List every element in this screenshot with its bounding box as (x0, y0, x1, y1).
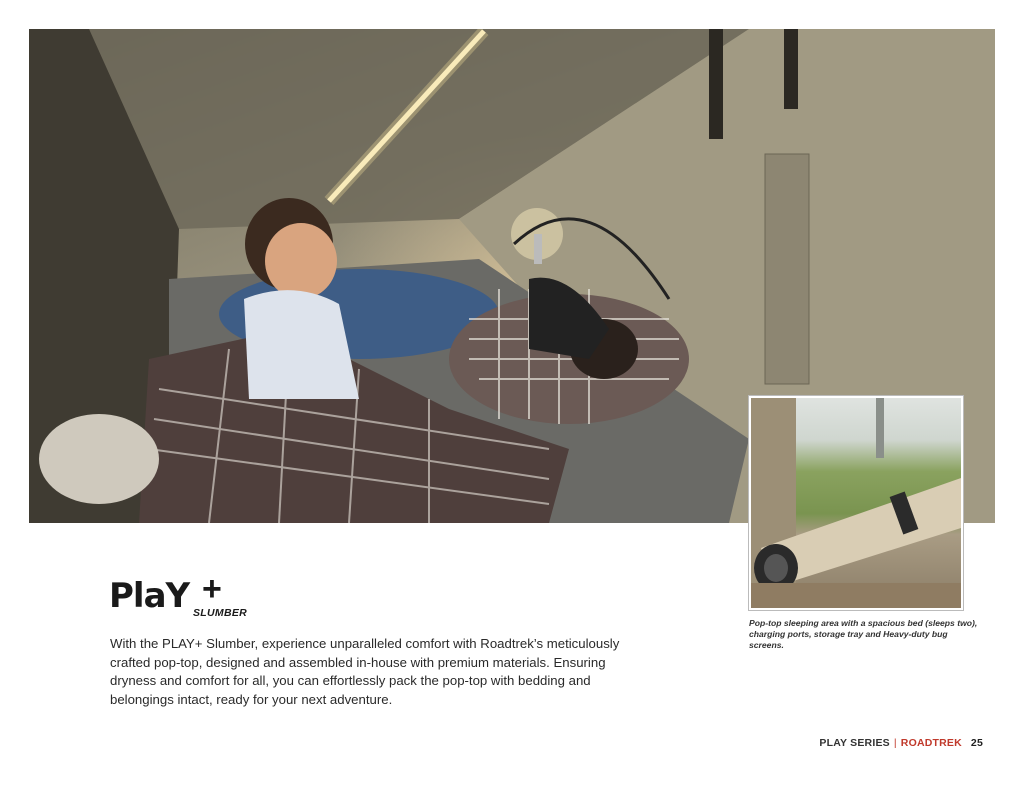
inset-photo-frame (748, 395, 964, 611)
page-footer (819, 737, 983, 749)
page-number: 25 (970, 737, 983, 749)
footer-separator: | (893, 737, 897, 749)
logo-subtitle: SLUMBER (193, 607, 248, 619)
photo-caption: Pop-top sleeping area with a spacious bed (sleeps two), charging ports, storage tray and Heavy-duty bug screens. (749, 618, 978, 650)
logo-word: PlaY (109, 576, 190, 616)
inset-photo (751, 398, 961, 608)
inset-illustration (751, 398, 961, 608)
logo-plus: + (202, 570, 222, 608)
footer-series: PLAY SERIES (819, 737, 890, 749)
play-slumber-logo (109, 570, 259, 622)
body-paragraph: With the PLAY+ Slumber, experience unparalleled comfort with Roadtrek’s meticulously crafted pop-top, designed and assembled in-house with premium materials. Ensuring dryness and comfort for all, you can effortlessly pack the pop-top with bedding and belongings intact, ready for your next adventure. (110, 636, 620, 708)
footer-brand: ROADTREK (900, 737, 962, 749)
